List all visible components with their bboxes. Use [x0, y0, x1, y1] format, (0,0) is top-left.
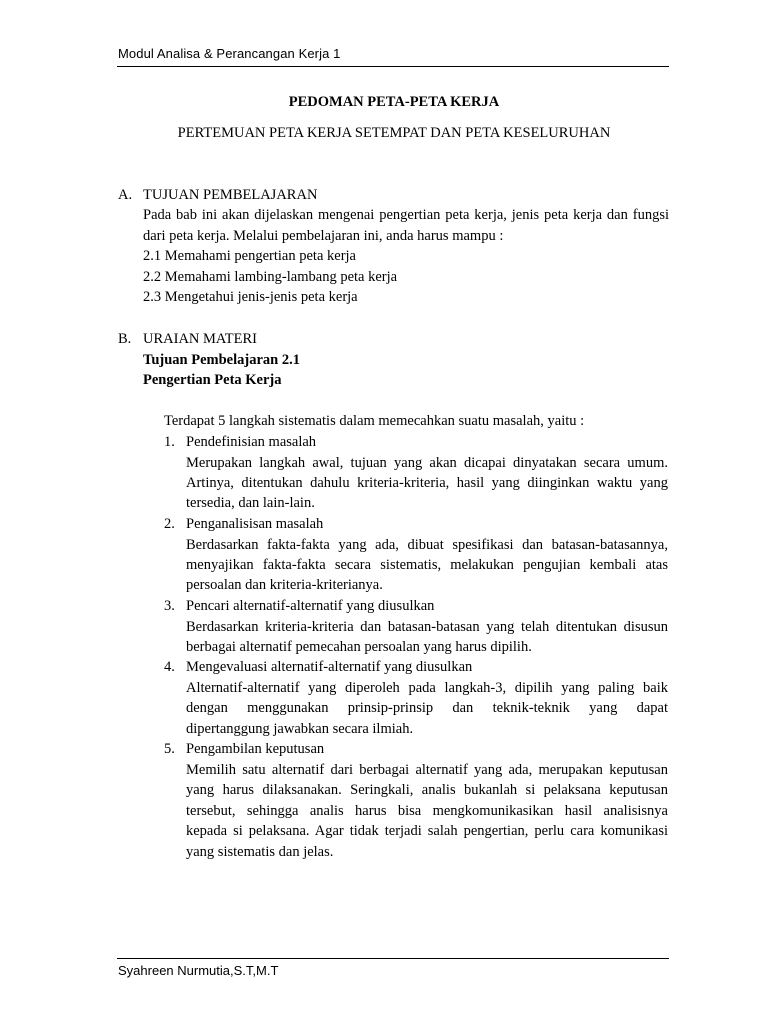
section-a-heading: TUJUAN PEMBELAJARAN — [143, 187, 318, 203]
step-text-line: Berdasarkan kriteria-kriteria dan batasan-batasan yang telah ditentukan disusun — [186, 619, 668, 635]
step-text-line: Berdasarkan fakta-fakta yang ada, dibuat spesifikasi dan batasan-batasannya, — [186, 537, 668, 553]
step-text-line: Memilih satu alternatif dari berbagai alternatif yang ada, merupakan keputusan — [186, 762, 668, 778]
step-text-line: menyajikan fakta-fakta secara sistematis, melakukan pengujian kembali atas — [186, 557, 668, 573]
step-number: 5. — [164, 741, 175, 757]
section-a-marker: A. — [118, 187, 133, 203]
step-text-line: yang sistematis dan jelas. — [186, 844, 334, 860]
step-number: 3. — [164, 598, 175, 614]
steps-intro: Terdapat 5 langkah sistematis dalam memecahkan suatu masalah, yaitu : — [164, 413, 585, 429]
section-b-marker: B. — [118, 331, 132, 347]
subheading-learning-goal: Tujuan Pembelajaran 2.1 — [143, 352, 300, 368]
step-number: 2. — [164, 516, 175, 532]
footer-rule — [117, 958, 669, 959]
step-title: Pencari alternatif-alternatif yang diusulkan — [186, 598, 435, 614]
running-header: Modul Analisa & Perancangan Kerja 1 — [118, 46, 341, 61]
step-text-line: kepada si pelaksana. Agar tidak terjadi salah pengertian, perlu cara komunikasi — [186, 823, 668, 839]
step-text-line: tersebut, sehingga analis harus bisa mengkomunikasikan hasil analisisnya — [186, 803, 668, 819]
step-text-line: dipertanggung jawabkan secara ilmiah. — [186, 721, 414, 737]
running-footer: Syahreen Nurmutia,S.T,M.T — [118, 963, 279, 978]
step-text-line: Merupakan langkah awal, tujuan yang akan dicapai dinyatakan secara umum. — [186, 455, 668, 471]
header-rule — [117, 66, 669, 67]
step-text-line: yang harus dilaksanakan. Seringkali, analis bukanlah si pelaksana keputusan — [186, 782, 668, 798]
objective-item: 2.2 Memahami lambing-lambang peta kerja — [143, 269, 398, 285]
step-text-line: Artinya, ditentukan dahulu kriteria-kriteria, hasil yang diinginkan waktu yang — [186, 475, 668, 491]
section-a-paragraph-line: dari peta kerja. Melalui pembelajaran ini, anda harus mampu : — [143, 228, 504, 244]
step-title: Mengevaluasi alternatif-alternatif yang diusulkan — [186, 659, 473, 675]
step-text-line: dengan menggunakan prinsip-prinsip dan teknik-teknik yang dapat — [186, 700, 668, 716]
step-text-line: Alternatif-alternatif yang diperoleh pada langkah-3, dipilih yang paling baik — [186, 680, 668, 696]
step-title: Pendefinisian masalah — [186, 434, 317, 450]
objective-item: 2.3 Mengetahui jenis-jenis peta kerja — [143, 289, 358, 305]
step-title: Penganalisisan masalah — [186, 516, 324, 532]
subheading-definition: Pengertian Peta Kerja — [143, 372, 282, 388]
step-text-line: tersedia, dan lain-lain. — [186, 495, 315, 511]
section-a-paragraph-line: Pada bab ini akan dijelaskan mengenai pengertian peta kerja, jenis peta kerja dan fungsi — [143, 207, 669, 223]
step-text-line: persoalan dan kriteria-kriterianya. — [186, 577, 383, 593]
document-subtitle: PERTEMUAN PETA KERJA SETEMPAT DAN PETA KESELURUHAN — [177, 125, 611, 141]
step-title: Pengambilan keputusan — [186, 741, 325, 757]
step-number: 4. — [164, 659, 175, 675]
objective-item: 2.1 Memahami pengertian peta kerja — [143, 248, 356, 264]
step-number: 1. — [164, 434, 175, 450]
document-title: PEDOMAN PETA-PETA KERJA — [288, 94, 500, 110]
step-text-line: berbagai alternatif pemecahan persoalan yang harus dipilih. — [186, 639, 532, 655]
section-b-heading: URAIAN MATERI — [143, 331, 257, 347]
